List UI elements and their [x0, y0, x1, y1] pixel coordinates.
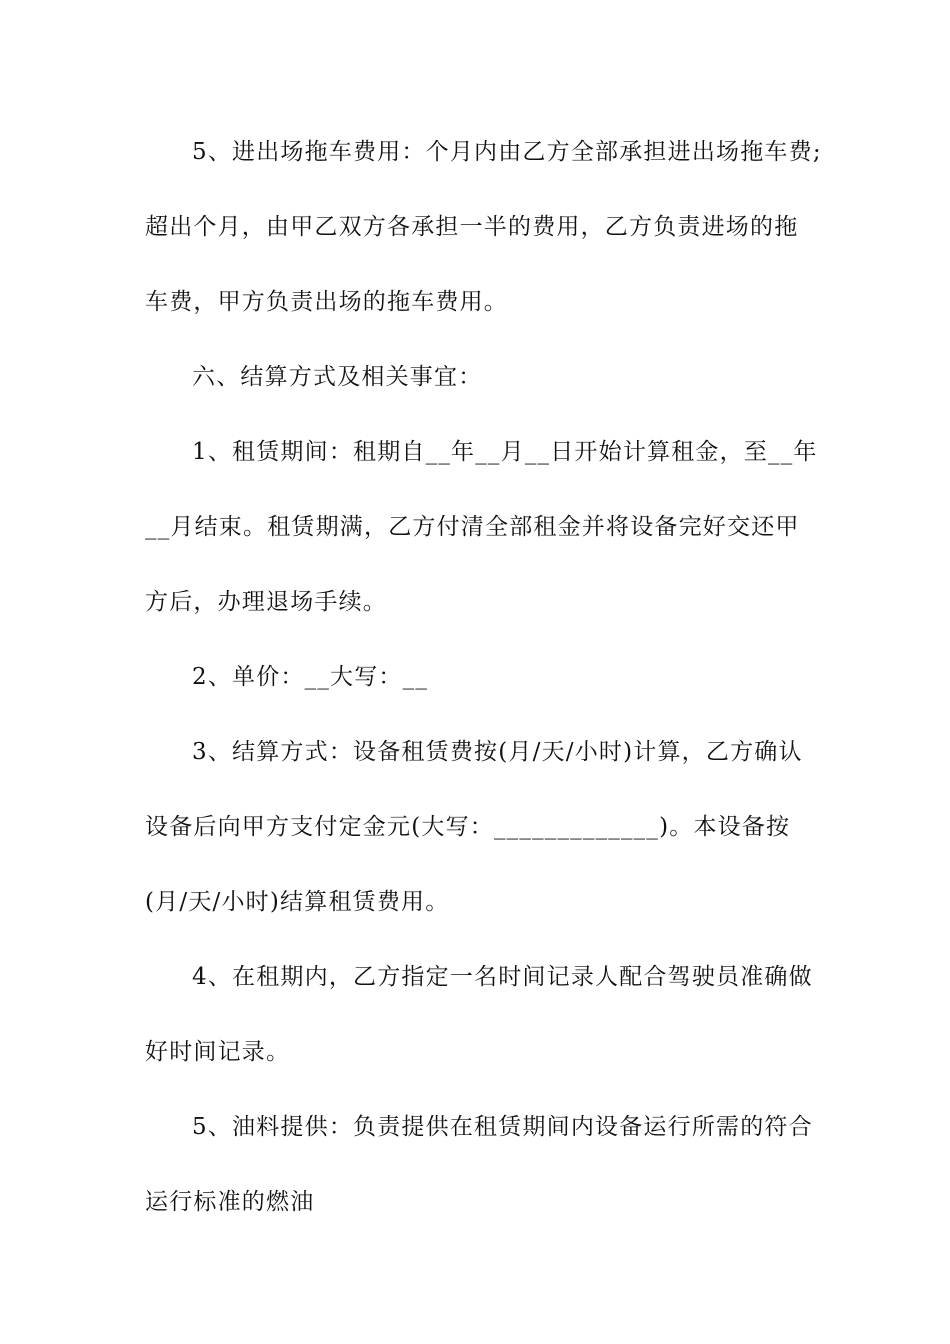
clause-4-time-record-line-1: 4、在租期内，乙方指定一名时间记录人配合驾驶员准确做: [192, 964, 813, 990]
clause-5-fuel-line-2: 运行标准的燃油: [145, 1189, 315, 1215]
clause-3-settlement-line-1: 3、结算方式：设备租赁费按(月/天/小时)计算，乙方确认: [192, 739, 803, 765]
clause-5-towing-line-1: 5、进出场拖车费用：个月内由乙方全部承担进出场拖车费;: [192, 139, 822, 165]
clause-5-towing-line-3: 车费，甲方负责出场的拖车费用。: [145, 289, 508, 315]
clause-2-unit-price: 2、单价：__大写：__: [192, 664, 429, 690]
clause-5-towing-line-2: 超出个月，由甲乙双方各承担一半的费用，乙方负责进场的拖: [145, 214, 799, 240]
clause-1-lease-period-line-1: 1、租赁期间：租期自__年__月__日开始计算租金，至__年: [192, 439, 818, 465]
clause-3-settlement-line-3: (月/天/小时)结算租赁费用。: [145, 889, 450, 915]
clause-5-fuel-line-1: 5、油料提供：负责提供在租赁期间内设备运行所需的符合: [192, 1114, 813, 1140]
clause-4-time-record-line-2: 好时间记录。: [145, 1039, 291, 1065]
clause-1-lease-period-line-2: __月结束。租赁期满，乙方付清全部租金并将设备完好交还甲: [145, 514, 800, 540]
section-6-heading: 六、结算方式及相关事宜：: [192, 364, 483, 390]
clause-1-lease-period-line-3: 方后，办理退场手续。: [145, 589, 387, 615]
clause-3-settlement-line-2: 设备后向甲方支付定金元(大写：_____________)。本设备按: [145, 814, 791, 840]
